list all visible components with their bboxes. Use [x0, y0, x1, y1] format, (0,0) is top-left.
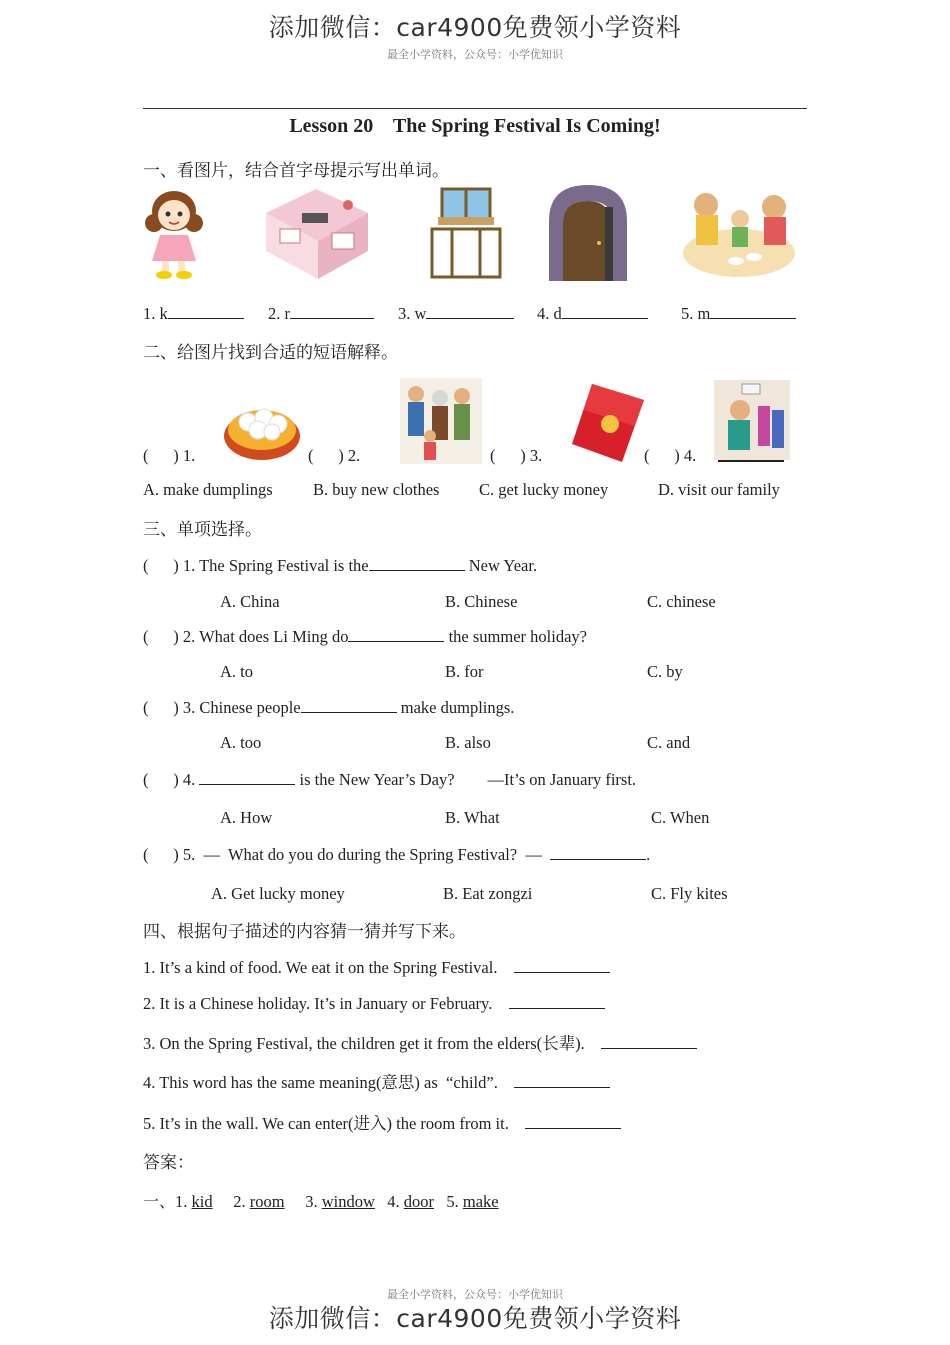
question-5: ( ) 5. — What do you do during the Spring Festival? — .: [143, 845, 651, 864]
section2-option-a: A. make dumplings: [143, 480, 273, 499]
section3-heading: 三、单项选择。: [143, 520, 262, 540]
question-1: ( ) 1. The Spring Festival is the New Year.: [143, 556, 538, 575]
answers-heading: 答案：: [143, 1153, 194, 1173]
lesson-title: Lesson 20 The Spring Festival Is Coming!: [289, 115, 661, 137]
section1-item-4: 4. d: [537, 304, 648, 324]
question-4-option-b: B. What: [445, 808, 500, 827]
question-4-option-c: C. When: [651, 808, 710, 827]
section2-option-d: D. visit our family: [658, 480, 780, 499]
section2-item-1: ( ) 1.: [143, 446, 196, 465]
question-1-option-c: C. chinese: [647, 592, 716, 611]
section1-item-2: 2. r: [268, 304, 374, 324]
question-5-option-a: A. Get lucky money: [211, 884, 345, 903]
dumplings-bowl-picture: [222, 392, 302, 464]
section4-item-1: 1. It’s a kind of food. We eat it on the Spring Festival.: [143, 958, 610, 978]
question-3: ( ) 3. Chinese people make dumplings.: [143, 698, 515, 717]
watermark-footer: 添加微信：car4900免费领小学资料: [268, 1304, 682, 1333]
buy-clothes-picture: [714, 380, 790, 464]
question-3-option-b: B. also: [445, 733, 491, 752]
question-5-option-b: B. Eat zongzi: [443, 884, 533, 903]
question-3-option-c: C. and: [647, 733, 691, 752]
watermark-header: 添加微信：car4900免费领小学资料: [268, 13, 682, 42]
watermark-subtext: 最全小学资料，公众号：小学优知识: [387, 48, 563, 61]
make-dumplings-picture: [676, 183, 802, 283]
question-2: ( ) 2. What does Li Ming do the summer holiday?: [143, 627, 587, 646]
header-rule: [143, 108, 807, 109]
question-3-option-a: A. too: [220, 733, 262, 752]
watermark-footer-subtext: 最全小学资料，公众号：小学优知识: [387, 1288, 563, 1301]
section4-heading: 四、根据句子描述的内容猜一猜并写下来。: [143, 922, 466, 942]
section1-item-5: 5. m: [681, 304, 796, 324]
room-picture: [258, 183, 376, 283]
window-picture: [428, 185, 504, 283]
question-2-option-a: A. to: [220, 662, 253, 681]
section2-option-c: C. get lucky money: [479, 480, 609, 499]
question-4: ( ) 4. is the New Year’s Day? —It’s on January first.: [143, 770, 637, 789]
section4-item-3: 3. On the Spring Festival, the children get it from the elders(长辈).: [143, 1030, 697, 1054]
question-4-option-a: A. How: [220, 808, 273, 827]
section2-item-3: ( ) 3.: [490, 446, 543, 465]
question-2-option-b: B. for: [445, 662, 484, 681]
section1-item-1: 1. k: [143, 304, 244, 324]
door-picture: [543, 181, 633, 285]
section2-item-4: ( ) 4.: [644, 446, 697, 465]
question-1-option-b: B. Chinese: [445, 592, 518, 611]
question-1-option-a: A. China: [220, 592, 280, 611]
answers-line: 一、1. kid 2. room 3. window 4. door 5. make: [143, 1192, 499, 1211]
section2-item-2: ( ) 2.: [308, 446, 361, 465]
section4-item-2: 2. It is a Chinese holiday. It’s in January or February.: [143, 994, 605, 1014]
question-2-option-c: C. by: [647, 662, 683, 681]
kid-picture: [140, 183, 212, 283]
section4-item-4: 4. This word has the same meaning(意思) as “child”.: [143, 1069, 610, 1093]
section1-heading: 一、看图片，结合首字母提示写出单词。: [143, 161, 449, 181]
question-5-option-c: C. Fly kites: [651, 884, 728, 903]
section1-item-3: 3. w: [398, 304, 514, 324]
section4-item-5: 5. It’s in the wall. We can enter(进入) the room from it.: [143, 1110, 621, 1134]
visit-family-picture: [400, 378, 482, 464]
section2-heading: 二、给图片找到合适的短语解释。: [143, 343, 398, 363]
section2-option-b: B. buy new clothes: [313, 480, 440, 499]
red-envelope-picture: [570, 380, 646, 464]
